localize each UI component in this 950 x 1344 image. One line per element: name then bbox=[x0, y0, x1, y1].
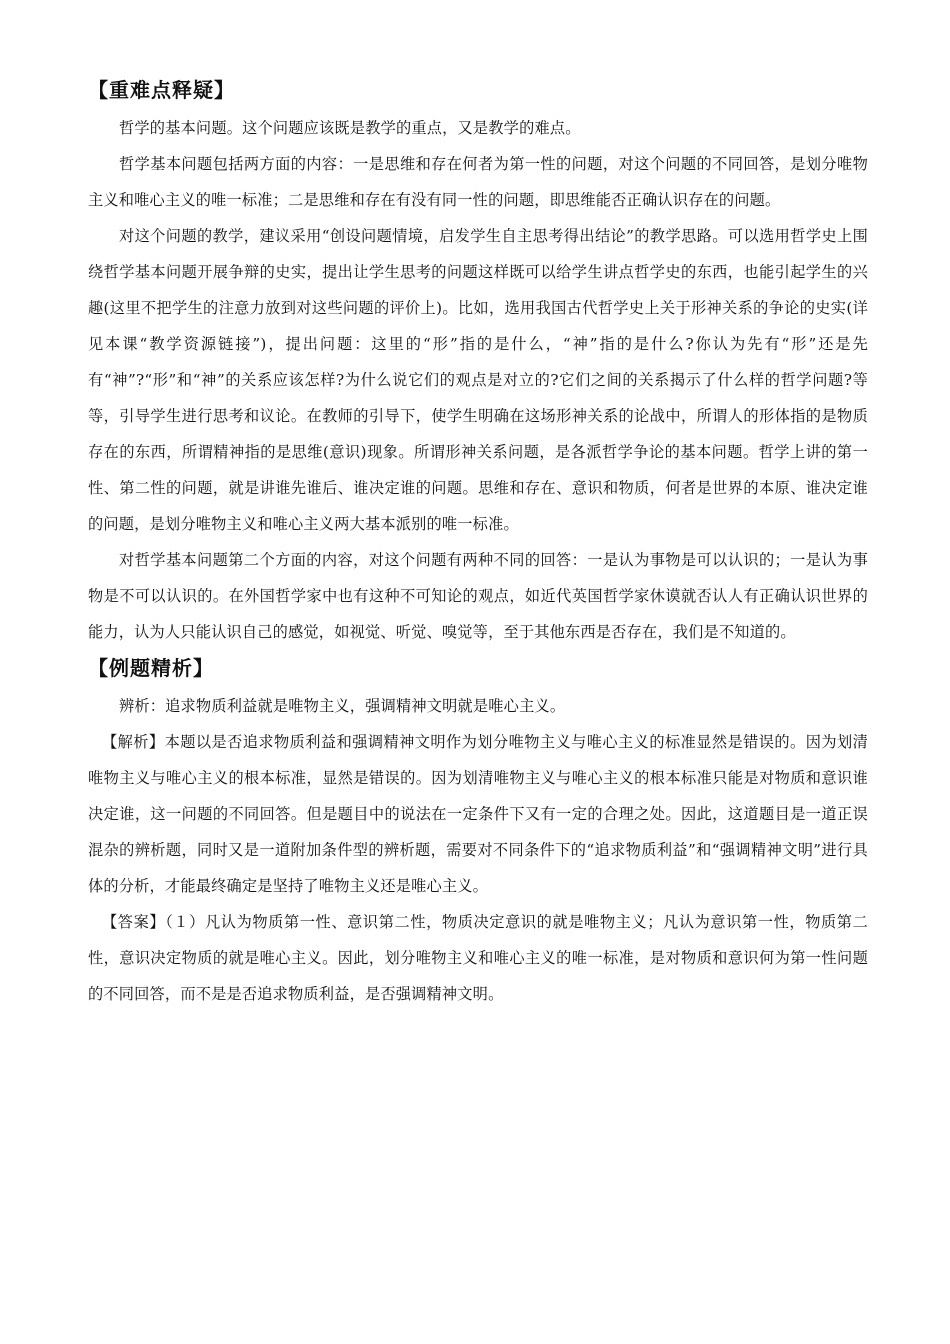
document-page bbox=[88, 72, 868, 1012]
answer-text: （１）凡认为物质第一性、意识第二性，物质决定意识的就是唯物主义；凡认为意识第一性，物质第二性，意识决定物质的就是唯心主义。因此，划分唯物主义和唯心主义的唯一标准，是对物质和意识何为第一性问题的不同回答，而不是是否追求物质利益，是否强调精神文明。 bbox=[88, 913, 868, 1003]
example-question: 辨析：追求物质利益就是唯物主义，强调精神文明就是唯心主义。 bbox=[119, 697, 566, 715]
paragraph-second-aspect: 对哲学基本问题第二个方面的内容，对这个问题有两种不同的回答：一是认为事物是可以认识的；一是认为事物是不可以认识的。在外国哲学家中也有这种不可知论的观点，如近代英国哲学家休谟就否认人有正确认识世界的能力，认为人只能认识自己的感觉，如视觉、听觉、嗅觉等，至于其他东西是否存在，我们是不知道的。 bbox=[88, 551, 868, 641]
section-heading-key-points: 【重难点释疑】 bbox=[88, 78, 235, 102]
example-answer bbox=[88, 904, 868, 1012]
example-analysis bbox=[88, 724, 868, 904]
answer-label: 【答案】 bbox=[102, 913, 166, 931]
paragraph-teaching-approach: 对这个问题的教学，建议采用“创设问题情境，启发学生自主思考得出结论”的教学思路。可以选用哲学史上围绕哲学基本问题开展争辩的史实，提出让学生思考的问题这样既可以给学生讲点哲学史的东西，也能引起学生的兴趣(这里不把学生的注意力放到对这些问题的评价上)。比如，选用我国古代哲学史上关于形神关系的争论的史实(详见本课“教学资源链接”)，提出问题：这里的“形”指的是什么，“神”指的是什么?你认为先有“形”还是先有“神”?“形”和“神”的关系应该怎样?为什么说它们的观点是对立的?它们之间的关系揭示了什么样的哲学问题?等等，引导学生进行思考和议论。在教师的引导下，使学生明确在这场形神关系的论战中，所谓人的形体指的是物质存在的东西，所谓精神指的是思维(意识)现象。所谓形神关系问题，是各派哲学争论的基本问题。哲学上讲的第一性、第二性的问题，就是讲谁先谁后、谁决定谁的问题。思维和存在、意识和物质，何者是世界的本原、谁决定谁的问题，是划分唯物主义和唯心主义两大基本派别的唯一标准。 bbox=[88, 227, 868, 533]
paragraph-two-aspects: 哲学基本问题包括两方面的内容：一是思维和存在何者为第一性的问题，对这个问题的不同回答，是划分唯物主义和唯心主义的唯一标准；二是思维和存在有没有同一性的问题，即思维能否正确认识存在的问题。 bbox=[88, 155, 868, 209]
analysis-label: 【解析】 bbox=[102, 733, 165, 751]
section-heading-examples: 【例题精析】 bbox=[88, 656, 214, 680]
analysis-text: 本题以是否追求物质利益和强调精神文明作为划分唯物主义与唯心主义的标准显然是错误的。因为划清唯物主义与唯心主义的根本标准，显然是错误的。因为划清唯物主义与唯心主义的根本标准只能是对物质和意识谁决定谁，这一问题的不同回答。但是题目中的说法在一定条件下又有一定的合理之处。因此，这道题目是一道正误混杂的辨析题，同时又是一道附加条件型的辨析题，需要对不同条件下的“追求物质利益”和“强调精神文明”进行具体的分析，才能最终确定是坚持了唯物主义还是唯心主义。 bbox=[88, 733, 868, 895]
paragraph-basic-question: 哲学的基本问题。这个问题应该既是教学的重点，又是教学的难点。 bbox=[119, 119, 581, 137]
